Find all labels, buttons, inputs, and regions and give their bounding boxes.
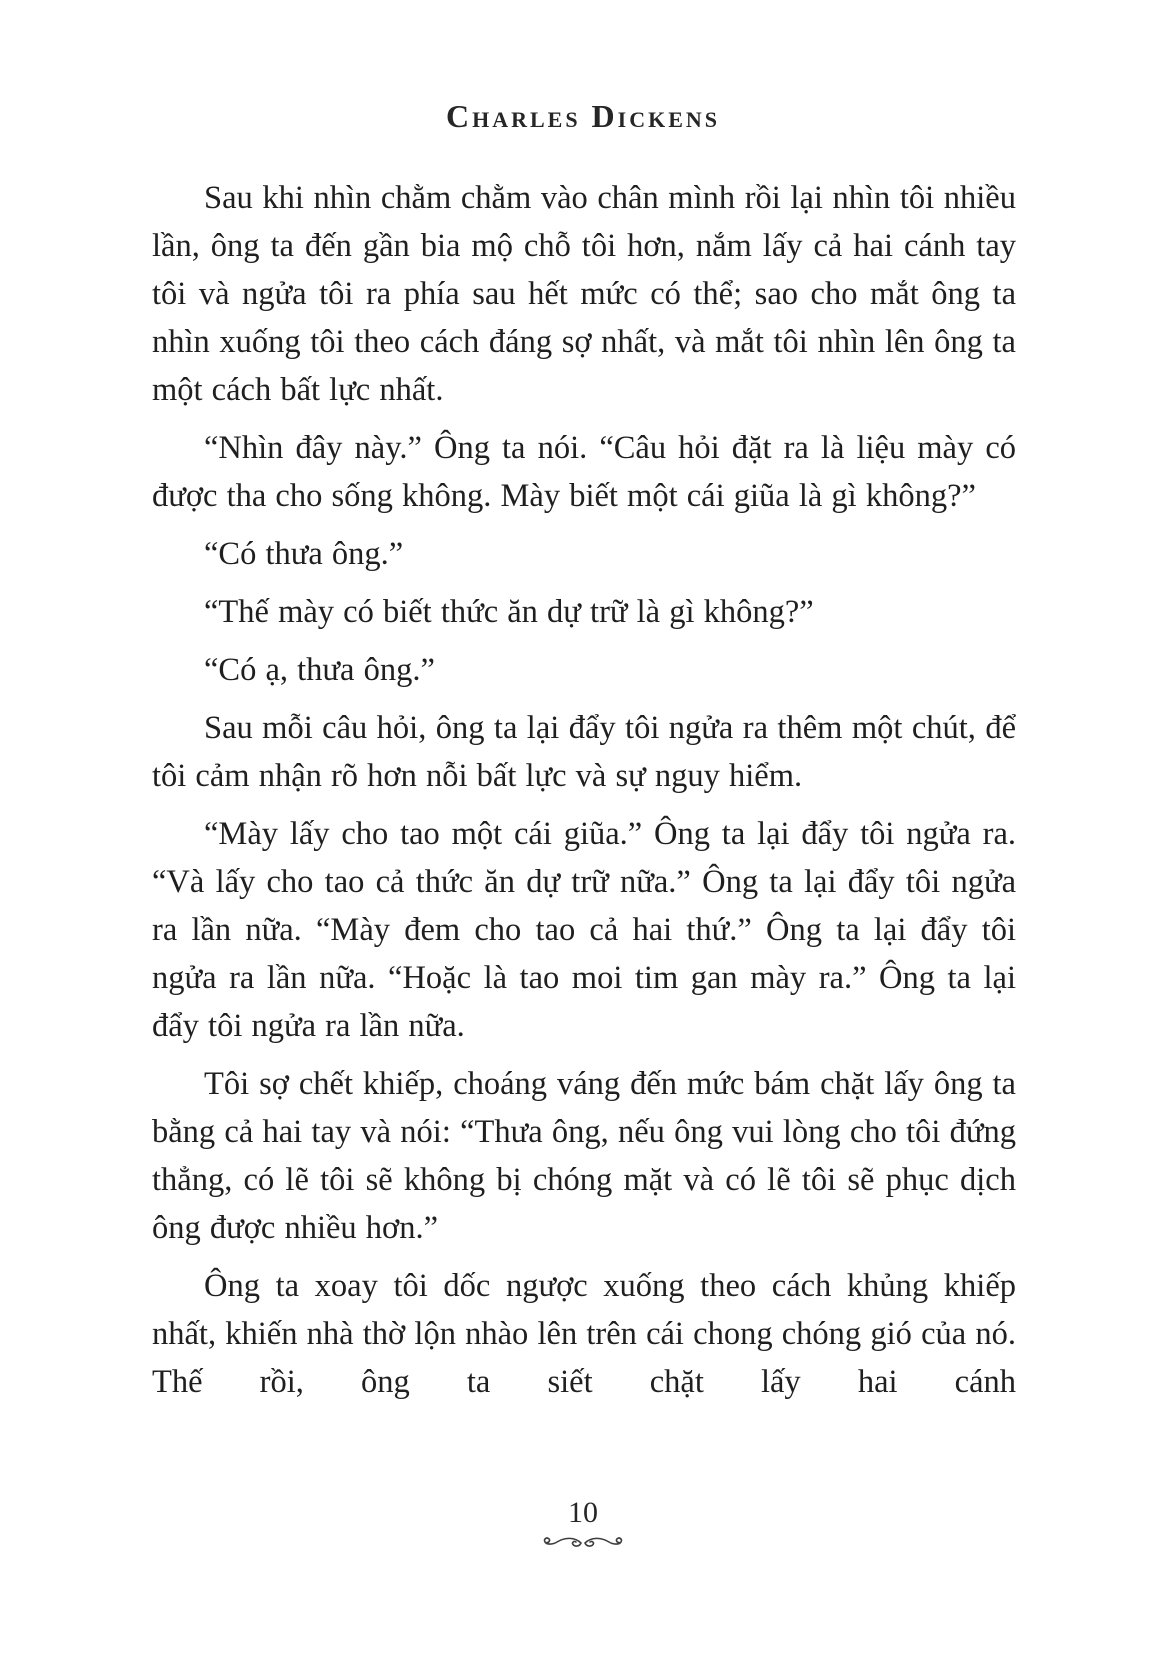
paragraph: Sau khi nhìn chằm chằm vào chân mình rồi lại nhìn tôi nhiều lần, ông ta đến gần bia mộ chỗ tôi hơn, nắm lấy cả hai cánh tay tôi và ngửa tôi ra phía sau hết mức có thể; sao cho mắt ông ta nhìn xuống tôi theo cách đáng sợ nhất, và mắt tôi nhìn lên ông ta một cách bất lực nhất. <box>152 180 1016 408</box>
running-header-author: Charles Dickens <box>445 98 721 134</box>
paragraph-dialogue: “Có thưa ông.” <box>204 536 404 572</box>
paragraph: Sau mỗi câu hỏi, ông ta lại đẩy tôi ngửa ra thêm một chút, để tôi cảm nhận rõ hơn nỗi bất lực và sự nguy hiểm. <box>152 710 1016 794</box>
paragraph: “Mày lấy cho tao một cái giũa.” Ông ta lại đẩy tôi ngửa ra. “Và lấy cho tao cả thức ăn dự trữ nữa.” Ông ta lại đẩy tôi ngửa ra lần nữa. “Mày đem cho tao cả hai thứ.” Ông ta lại đẩy tôi ngửa ra lần nữa. “Hoặc là tao moi tim gan mày ra.” Ông ta lại đẩy tôi ngửa ra lần nữa. <box>152 816 1016 1044</box>
paragraph-dialogue: “Thế mày có biết thức ăn dự trữ là gì không?” <box>204 594 814 630</box>
body-text <box>152 174 1016 1406</box>
paragraph: Tôi sợ chết khiếp, choáng váng đến mức bám chặt lấy ông ta bằng cả hai tay và nói: “Thưa ông, nếu ông vui lòng cho tôi đứng thẳng, có lẽ tôi sẽ không bị chóng mặt và có lẽ tôi sẽ phục dịch ông được nhiều hơn.” <box>152 1066 1016 1246</box>
page-footer <box>0 1496 1166 1556</box>
paragraph-dialogue: “Có ạ, thưa ông.” <box>204 652 435 688</box>
paragraph: Ông ta xoay tôi dốc ngược xuống theo cách khủng khiếp nhất, khiến nhà thờ lộn nhào lên trên cái chong chóng gió của nó. Thế rồi, ông ta siết chặt lấy hai cánh <box>152 1268 1016 1400</box>
flourish-ornament <box>0 1535 1166 1556</box>
flourish-icon <box>541 1535 625 1551</box>
page-number: 10 <box>568 1496 598 1529</box>
paragraph: “Nhìn đây này.” Ông ta nói. “Câu hỏi đặt ra là liệu mày có được tha cho sống không. Mày biết một cái giũa là gì không?” <box>152 430 1016 514</box>
